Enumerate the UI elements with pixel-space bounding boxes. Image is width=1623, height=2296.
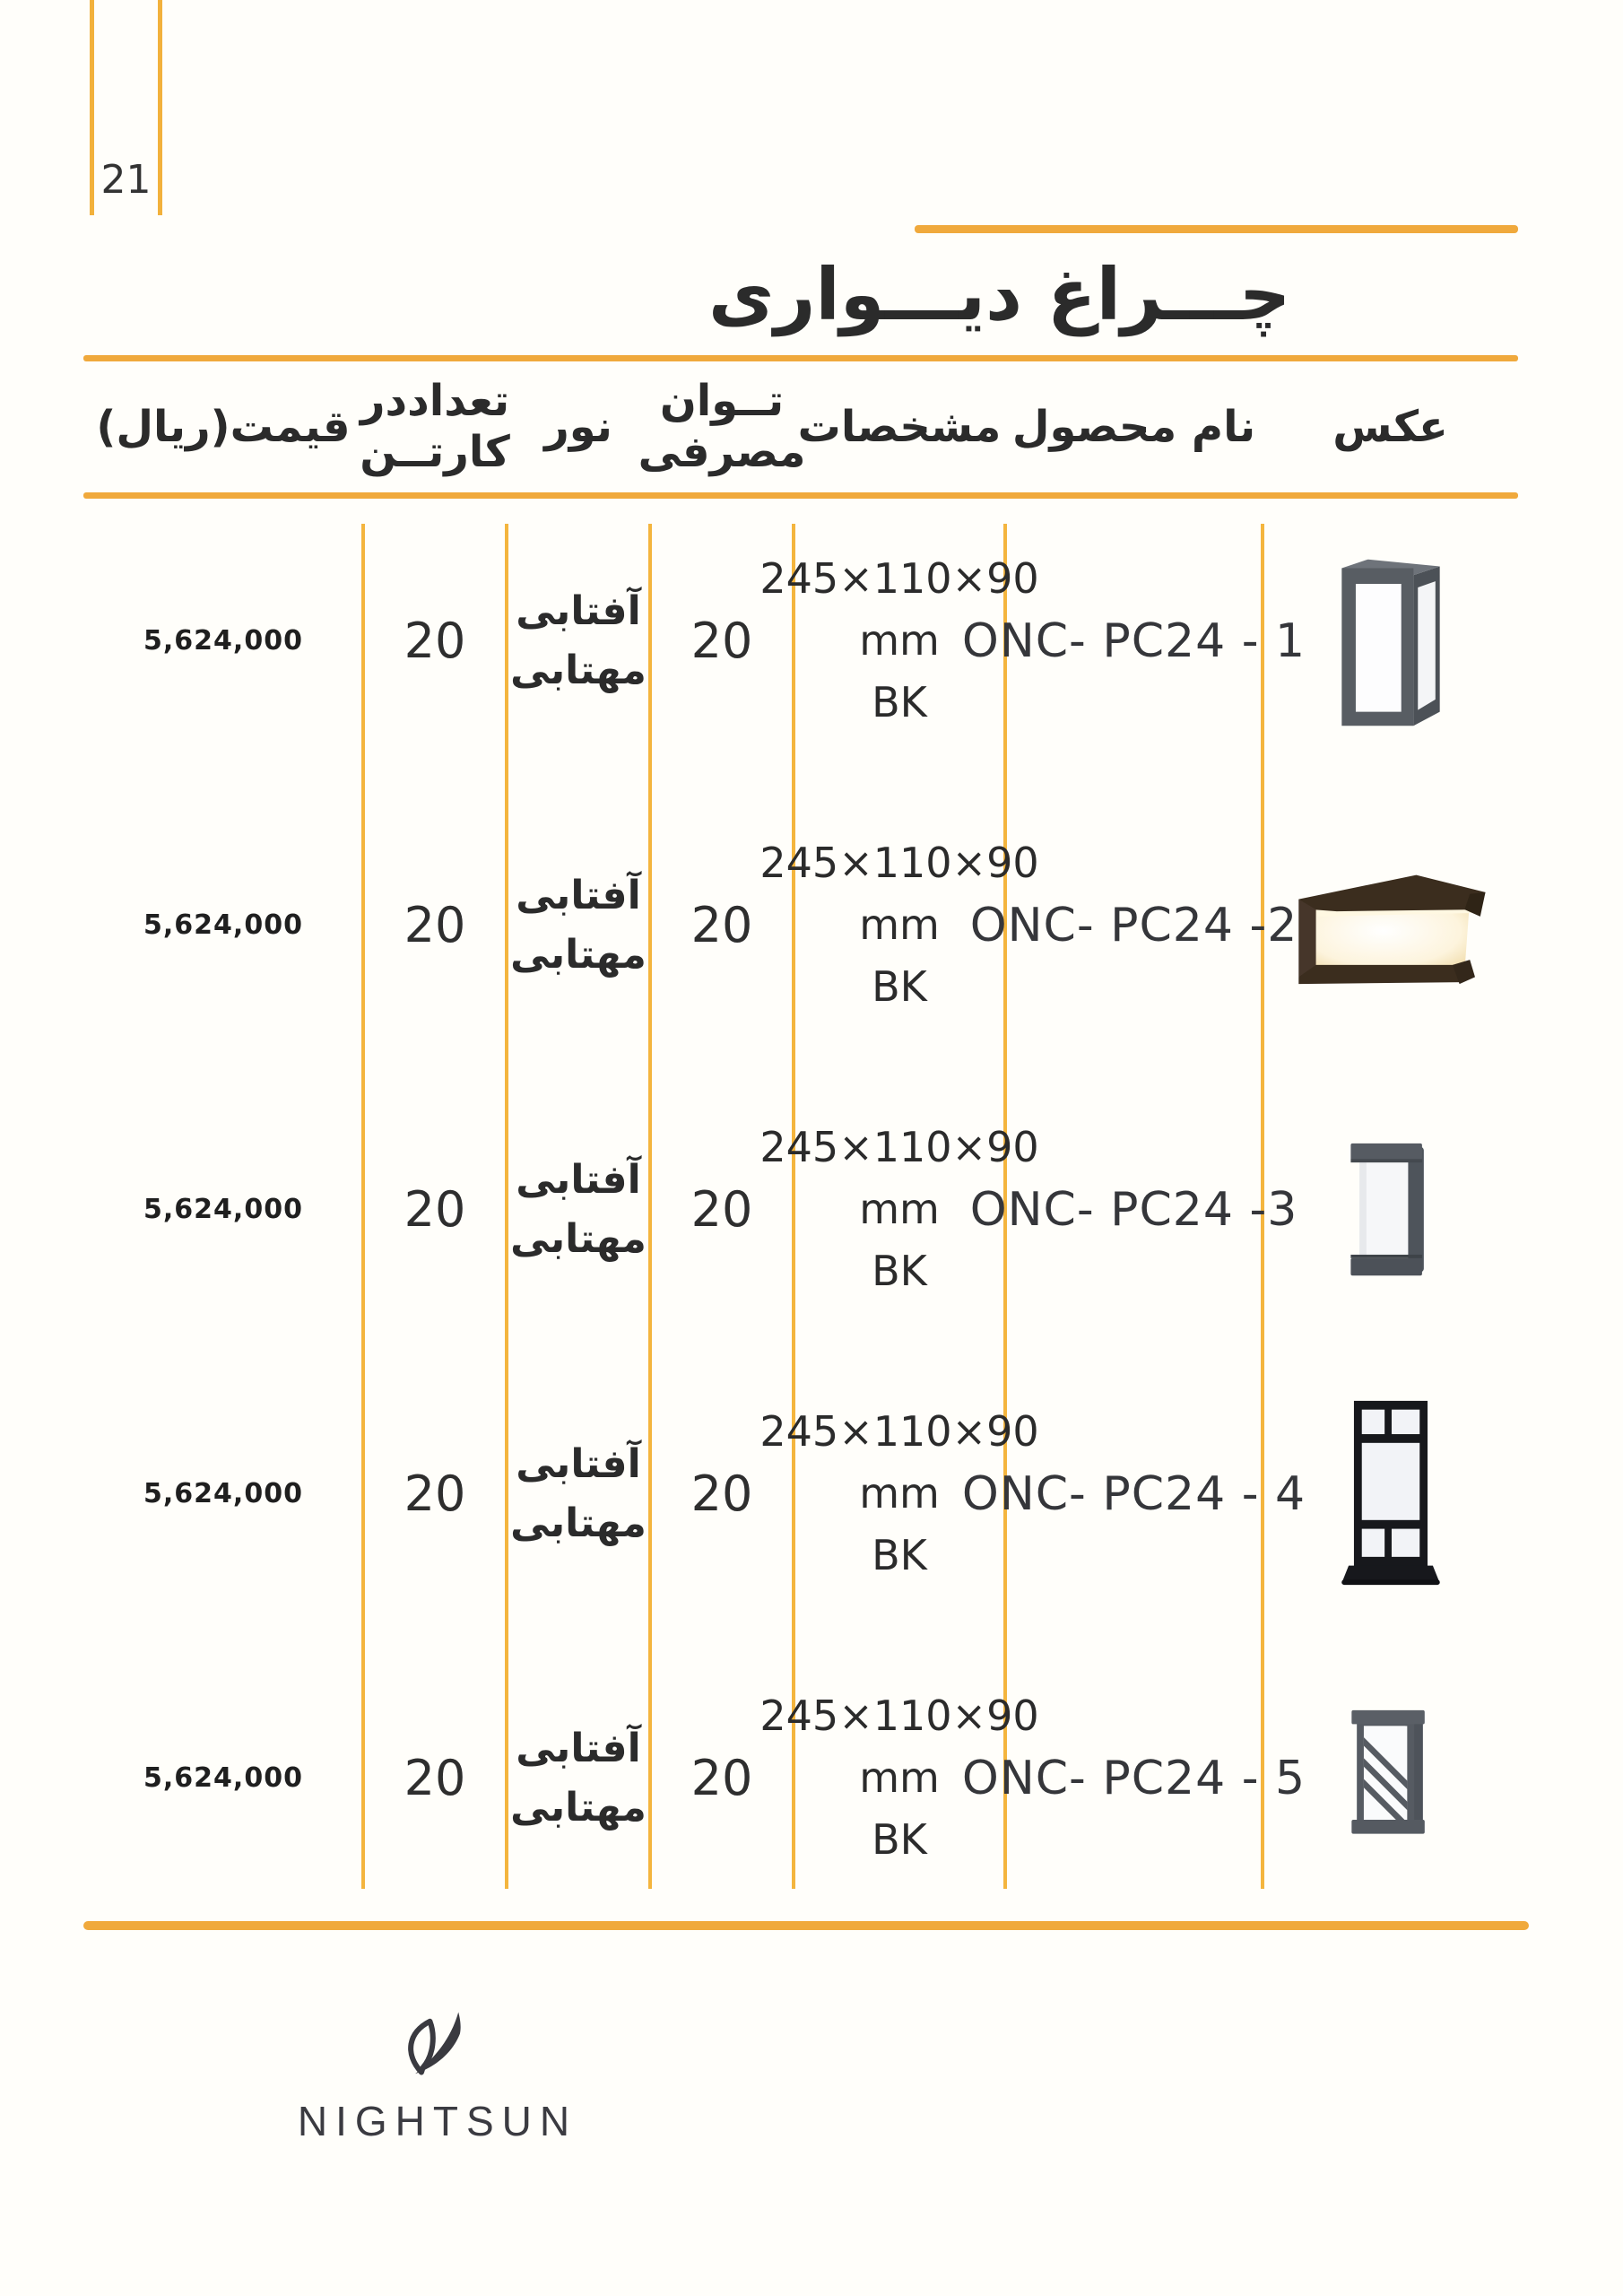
product-name: ONC- PC24 - 5 (961, 1751, 1306, 1805)
spec-dimensions: 245×110×90 (759, 554, 1039, 603)
capped-diffuser-lamp-image (1346, 1138, 1436, 1282)
header-power-line1: تــوان (659, 376, 785, 427)
header-product-name (1005, 361, 1263, 492)
power-value: 20 (690, 1181, 753, 1238)
table-row (0, 1636, 1623, 1920)
spec-color-code: BK (872, 962, 927, 1011)
spec-unit: mm (859, 1469, 940, 1518)
light-type-cool: مهتابی (510, 931, 647, 978)
light-type-cool: مهتابی (510, 1500, 647, 1546)
header-light-label: نور (544, 401, 612, 452)
table-row (0, 499, 1623, 783)
spec-dimensions: 245×110×90 (759, 839, 1039, 887)
power-value: 20 (690, 613, 753, 669)
header-qty-per-carton (360, 361, 510, 492)
header-light (507, 361, 650, 492)
table-row (0, 783, 1623, 1067)
spec-unit: mm (859, 616, 940, 665)
price-value: 5,624,000 (143, 909, 303, 941)
header-photo (1263, 361, 1518, 492)
diagonal-stripe-lamp-image (1343, 1707, 1437, 1850)
power-value: 20 (690, 1465, 753, 1522)
product-photo (1263, 783, 1518, 1067)
table-row (0, 1067, 1623, 1352)
header-price-label: قیمت(ریال) (96, 401, 351, 452)
price-value: 5,624,000 (143, 625, 303, 657)
product-photo (1263, 1352, 1518, 1636)
header-specs-label: مشخصات (797, 401, 1002, 452)
price-value: 5,624,000 (143, 1762, 303, 1794)
light-type-cool: مهتابی (510, 647, 647, 693)
spec-color-code: BK (872, 1247, 927, 1295)
product-name: ONC- PC24 -3 (969, 1182, 1298, 1237)
spec-unit: mm (859, 900, 940, 949)
header-qty-line1: تعداددر (360, 376, 510, 427)
product-name: ONC- PC24 - 4 (961, 1466, 1306, 1521)
nightsun-leaf-logo-icon (393, 2009, 482, 2086)
power-value: 20 (690, 1750, 753, 1806)
price-value: 5,624,000 (143, 1478, 303, 1509)
price-value: 5,624,000 (143, 1194, 303, 1225)
spec-color-code: BK (872, 1531, 927, 1579)
header-bottom-line (83, 492, 1518, 499)
light-type-cool: مهتابی (510, 1784, 647, 1831)
lantern-grid-lamp-image (1339, 1397, 1442, 1590)
qty-value: 20 (404, 1750, 466, 1806)
qty-value: 20 (404, 897, 466, 953)
spec-unit: mm (859, 1185, 940, 1233)
title-accent-bar (915, 225, 1518, 233)
light-type-warm: آفتابی (516, 872, 641, 918)
light-type-warm: آفتابی (516, 587, 641, 634)
table-header-row (0, 361, 1623, 492)
qty-value: 20 (404, 1465, 466, 1522)
header-photo-label: عکس (1332, 401, 1448, 452)
c-shape-lamp-image (1285, 865, 1496, 986)
spec-dimensions: 245×110×90 (759, 1123, 1039, 1171)
header-qty-line2: کارتــن (360, 427, 510, 477)
brand-name: NIGHTSUN (297, 2098, 578, 2144)
spec-color-code: BK (872, 678, 927, 726)
light-type-warm: آفتابی (516, 1725, 641, 1771)
table-bottom-line (83, 1921, 1529, 1930)
light-type-warm: آفتابی (516, 1156, 641, 1203)
header-power (638, 361, 806, 492)
header-price (83, 361, 363, 492)
brand-logo (258, 2009, 617, 2161)
table-body (0, 499, 1623, 1920)
spec-color-code: BK (872, 1815, 927, 1864)
product-photo (1263, 1067, 1518, 1352)
qty-value: 20 (404, 613, 466, 669)
product-photo (1263, 499, 1518, 783)
open-frame-box-lamp-image (1328, 549, 1454, 733)
header-specs (794, 361, 1005, 492)
page-number: 21 (100, 156, 152, 203)
product-name: ONC- PC24 - 1 (961, 613, 1306, 668)
spec-dimensions: 245×110×90 (759, 1407, 1039, 1456)
power-value: 20 (690, 897, 753, 953)
spec-dimensions: 245×110×90 (759, 1692, 1039, 1740)
page-title: چـــراغ دیـــواری (708, 252, 1291, 336)
light-type-warm: آفتابی (516, 1440, 641, 1487)
light-type-cool: مهتابی (510, 1215, 647, 1262)
product-photo (1263, 1636, 1518, 1920)
qty-value: 20 (404, 1181, 466, 1238)
table-row (0, 1352, 1623, 1636)
header-top-line (83, 355, 1518, 361)
product-name: ONC- PC24 -2 (969, 898, 1298, 952)
header-product-name-label: نام محصول (1011, 401, 1256, 452)
spec-unit: mm (859, 1753, 940, 1802)
header-power-line2: مصرفی (638, 427, 806, 477)
